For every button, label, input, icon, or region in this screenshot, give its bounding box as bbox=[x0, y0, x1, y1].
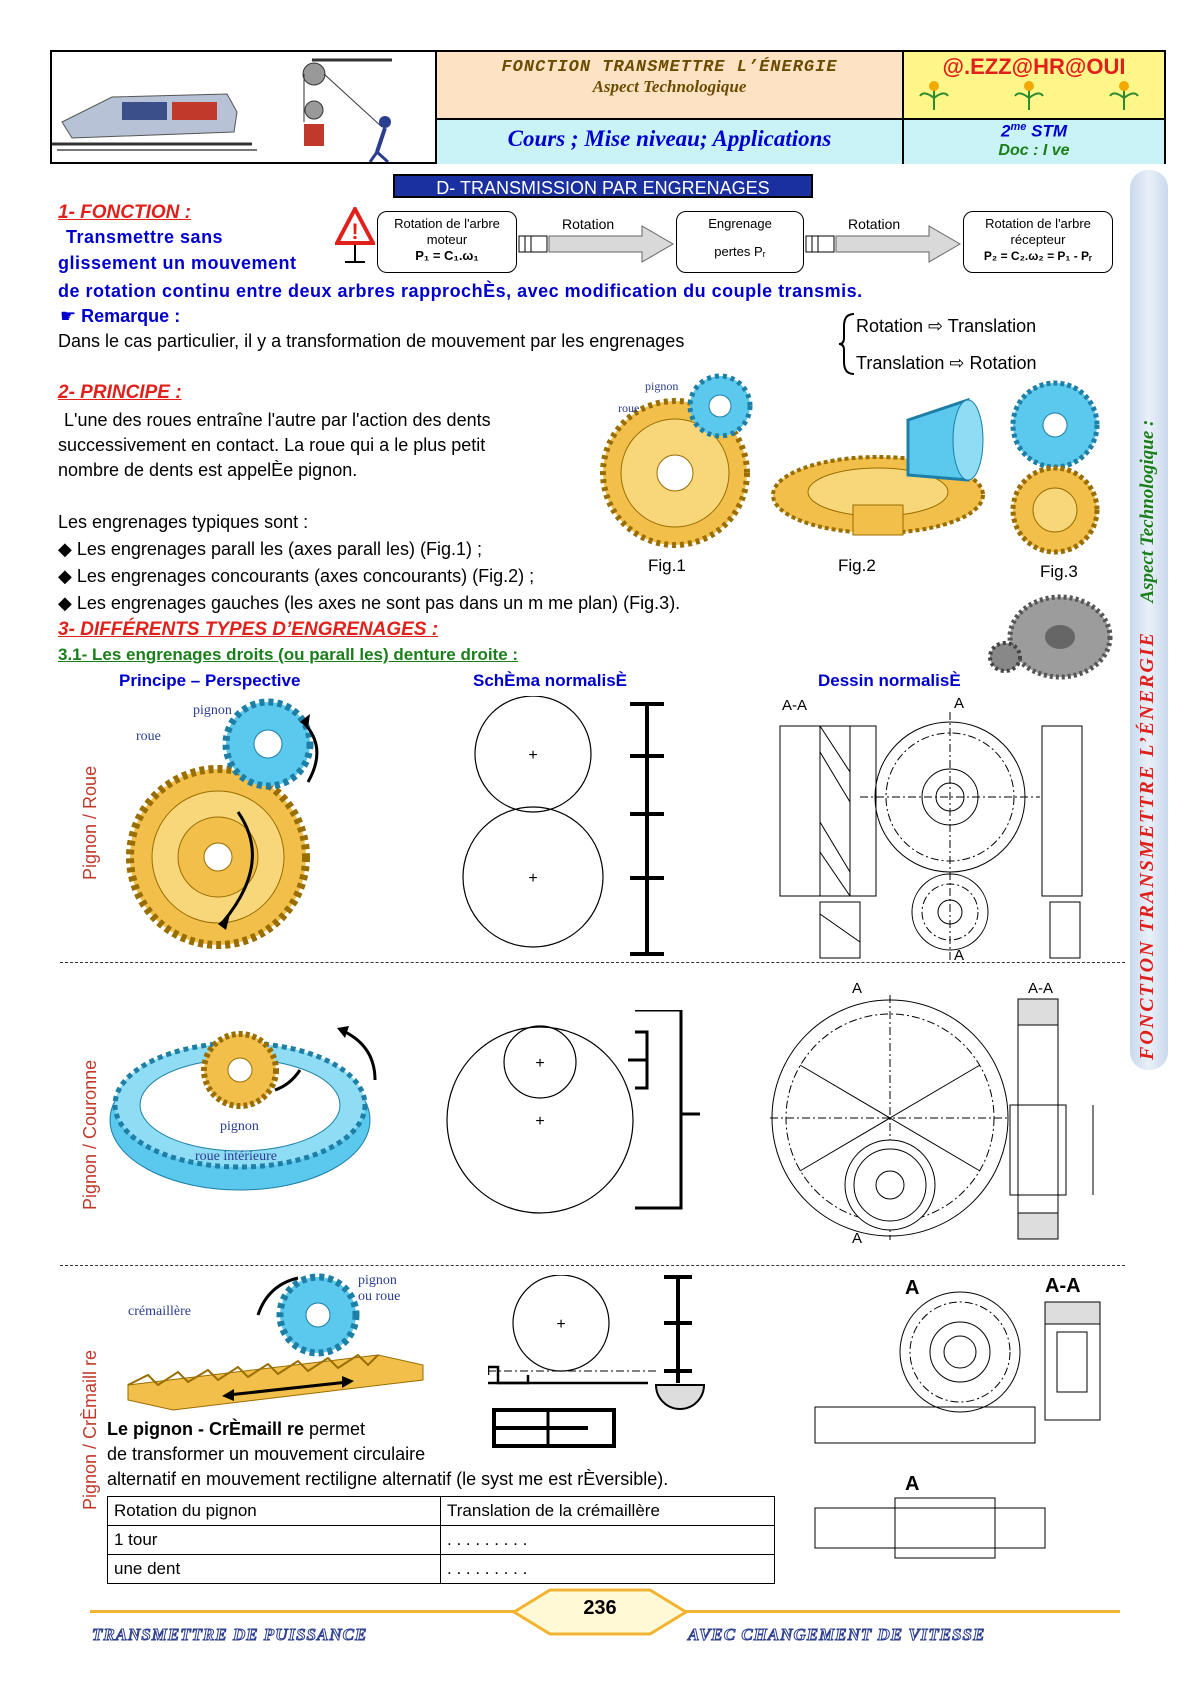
rotation-translation-table bbox=[107, 1496, 775, 1584]
s1-text-line1: Transmettre sans bbox=[66, 227, 224, 247]
s2-p3: nombre de dents est appelÈe pignon. bbox=[58, 460, 358, 480]
table-head-rotation: Rotation du pignon bbox=[108, 1497, 441, 1526]
fig1-pignon-label: pignon bbox=[645, 379, 679, 393]
header-title-line2: Aspect Technologique bbox=[592, 77, 747, 96]
level-suffix: STM bbox=[1031, 121, 1067, 141]
fig2-label: Fig.2 bbox=[838, 556, 876, 575]
row3-pignon-label-1: pignon bbox=[358, 1273, 397, 1288]
flow-box-gear-l1: Engrenage bbox=[708, 216, 772, 231]
footer-right-text: AVEC CHANGEMENT DE VITESSE bbox=[688, 1625, 986, 1644]
col-head-perspective: Principe – Perspective bbox=[119, 671, 301, 690]
row-divider-2 bbox=[60, 1265, 1125, 1266]
row2-pignon-label: pignon bbox=[220, 1119, 259, 1134]
row3-dessin bbox=[805, 1272, 1115, 1572]
brace-line-1: Rotation ⇨ Translation bbox=[856, 316, 1037, 336]
row1-sec-a-top: A bbox=[954, 695, 965, 712]
s2-p1: L'une des roues entraîne l'autre par l'action des dents bbox=[64, 410, 491, 430]
table-cell-1-tour-answer[interactable]: . . . . . . . . . bbox=[441, 1526, 775, 1555]
s2-bullet-2-text: Les engrenages concourants (axes concourants) (Fig.2) ; bbox=[76, 566, 535, 586]
s3-title: 3- DIFFÉRENTS TYPES D’ENGRENAGES : bbox=[58, 619, 439, 640]
s1-text-line3: de rotation continu entre deux arbres rapprochÈs, avec modification du couple transmis. bbox=[58, 281, 863, 301]
side-banner-text bbox=[1136, 180, 1166, 1060]
s2-bullet-3: ◆ Les engrenages gauches (les axes ne sont pas dans un m me plan) (Fig.3). bbox=[58, 593, 681, 613]
row2-sec-a-bot: A bbox=[852, 1230, 863, 1247]
row3-cremaillere-label: crémaillère bbox=[128, 1304, 191, 1319]
row2-roue-int-label: roue intérieure bbox=[195, 1149, 278, 1164]
s2-bullet-3-text: Les engrenages gauches (les axes ne sont pas dans un m me plan) (Fig.3). bbox=[76, 593, 681, 613]
fig3-skew-gears-illustration bbox=[1000, 375, 1110, 555]
flow-box-receiver-l3: P₂ = C₂.ω₂ = P₁ - Pᵣ bbox=[983, 249, 1093, 263]
svg-text:+: + bbox=[528, 747, 538, 764]
flower-icons bbox=[904, 80, 1164, 112]
section-title: D- TRANSMISSION PAR ENGRENAGES bbox=[393, 174, 813, 198]
flow-box-motor-l3: P₁ = C₁.ω₁ bbox=[415, 248, 479, 263]
flow-box-motor-l2: moteur bbox=[426, 232, 468, 247]
row-label-pignon-couronne: Pignon / Couronne bbox=[80, 1059, 100, 1210]
row2-perspective-internal-gear bbox=[105, 1010, 385, 1200]
pointer-icon: ☛ bbox=[60, 306, 77, 326]
flow-box-receiver-l1: Rotation de l'arbre bbox=[985, 216, 1091, 231]
s1-title: 1- FONCTION : bbox=[58, 202, 191, 223]
row1-sec-a-bot: A bbox=[954, 947, 965, 962]
table-cell-1-tour: 1 tour bbox=[108, 1526, 441, 1555]
side-banner-upper: Aspect Technologique : bbox=[1137, 419, 1158, 603]
footer-page-number: 236 bbox=[583, 1597, 617, 1619]
row3-pignon-label-2: ou roue bbox=[358, 1289, 401, 1304]
fig1-roue-label: roue bbox=[618, 401, 640, 415]
table-cell-une-dent-answer[interactable]: . . . . . . . . . bbox=[441, 1555, 775, 1584]
footer-left-text: TRANSMETTRE DE PUISSANCE bbox=[92, 1625, 368, 1644]
fig3-label: Fig.3 bbox=[1040, 562, 1078, 581]
col-head-schema: SchÈma normalisÈ bbox=[473, 671, 628, 690]
row3-sec-a-top: A bbox=[905, 1277, 920, 1299]
row1-dessin bbox=[770, 692, 1100, 962]
header-level-cell bbox=[904, 118, 1164, 164]
row-label-pignon-cremaillere: Pignon / CrÈmaill re bbox=[80, 1349, 100, 1510]
s1-text-line2: glissement un mouvement bbox=[58, 253, 297, 273]
row1-pignon-label: pignon bbox=[193, 703, 232, 718]
row3-sec-aa: A-A bbox=[1045, 1275, 1081, 1297]
remark-text: Dans le cas particulier, il y a transformation de mouvement par les engrenages bbox=[58, 331, 685, 351]
flow-box-gear bbox=[676, 211, 804, 273]
table-row bbox=[108, 1497, 775, 1526]
row2-sec-aa: A-A bbox=[1028, 980, 1054, 997]
svg-text:+: + bbox=[556, 1316, 566, 1333]
row3-sec-a-bot: A bbox=[905, 1473, 920, 1495]
fig1-spur-gears-illustration bbox=[600, 368, 770, 553]
header-title-line1: FONCTION TRANSMETTRE L’ÉNERGIE bbox=[501, 58, 838, 77]
table-cell-une-dent: une dent bbox=[108, 1555, 441, 1584]
flow-box-motor-l1: Rotation de l'arbre bbox=[394, 216, 500, 231]
s2-bullet-1: ◆ Les engrenages parall les (axes parall les) (Fig.1) ; bbox=[58, 539, 483, 559]
row1-sec-aa: A-A bbox=[782, 697, 808, 714]
s2-bullet-1-text: Les engrenages parall les (axes parall les) (Fig.1) ; bbox=[76, 539, 483, 559]
crem-line1 bbox=[107, 1417, 365, 1442]
brace-icon bbox=[838, 312, 858, 376]
svg-text:+: + bbox=[535, 1113, 545, 1130]
crem-bold: Le pignon - CrÈmaill re bbox=[107, 1419, 305, 1439]
table-row bbox=[108, 1526, 775, 1555]
train-and-pulley-icon bbox=[52, 52, 432, 162]
level-sup: me bbox=[1010, 121, 1027, 133]
table-head-translation: Translation de la crémaillère bbox=[441, 1497, 775, 1526]
level-number: 2 bbox=[1001, 121, 1011, 141]
fig1-label: Fig.1 bbox=[648, 556, 686, 575]
header-title-cell bbox=[437, 52, 902, 118]
row3-schema bbox=[488, 1275, 728, 1455]
gray-gear-illustration bbox=[985, 592, 1115, 682]
level-line bbox=[904, 120, 1164, 142]
brace-line-2: Translation ⇨ Rotation bbox=[856, 353, 1037, 373]
header-subtitle: Cours ; Mise niveau; Applications bbox=[507, 126, 832, 151]
crem-line2: de transformer un mouvement circulaire bbox=[107, 1444, 426, 1464]
flow-box-receiver-l2: récepteur bbox=[1010, 232, 1066, 247]
row1-perspective-gears bbox=[118, 692, 348, 952]
row2-schema bbox=[445, 1010, 705, 1250]
flow-arrow-1-label: Rotation bbox=[562, 216, 615, 232]
flow-box-receiver bbox=[963, 211, 1113, 273]
row-label-pignon-roue: Pignon / Roue bbox=[80, 765, 100, 880]
side-banner-lower: FONCTION TRANSMETTRE L’ÉNERGIE bbox=[1136, 631, 1158, 1060]
s2-title: 2- PRINCIPE : bbox=[58, 382, 182, 403]
header-brand-cell bbox=[904, 52, 1164, 118]
header-illustration bbox=[52, 52, 432, 162]
row3-perspective-rack bbox=[118, 1270, 428, 1420]
s2-bullet-2: ◆ Les engrenages concourants (axes concourants) (Fig.2) ; bbox=[58, 566, 535, 586]
svg-text:+: + bbox=[528, 870, 538, 887]
s2-p2: successivement en contact. La roue qui a le plus petit bbox=[58, 435, 486, 455]
flow-arrow-2-label: Rotation bbox=[848, 216, 901, 232]
row2-dessin bbox=[760, 975, 1120, 1255]
flow-box-motor bbox=[377, 211, 517, 273]
remark-title bbox=[60, 306, 180, 327]
s3-subtitle: 3.1- Les engrenages droits (ou parall les) denture droite : bbox=[58, 645, 519, 664]
svg-text:!: ! bbox=[351, 219, 359, 244]
col-head-dessin: Dessin normalisÈ bbox=[818, 671, 961, 690]
remark-title-text: Remarque : bbox=[81, 306, 181, 326]
crem-line3: alternatif en mouvement rectiligne alternatif (le syst me est rÈversible). bbox=[107, 1469, 669, 1489]
flow-box-gear-l2: pertes Pᵣ bbox=[714, 244, 766, 259]
row2-sec-a-top: A bbox=[852, 980, 863, 997]
table-row bbox=[108, 1555, 775, 1584]
s2-typ: Les engrenages typiques sont : bbox=[58, 512, 309, 532]
header-subtitle-cell bbox=[437, 118, 902, 164]
doc-line: Doc : I ve bbox=[998, 141, 1070, 159]
svg-text:+: + bbox=[535, 1055, 545, 1072]
row1-roue-label: roue bbox=[136, 729, 161, 744]
fig2-bevel-gears-illustration bbox=[768, 380, 998, 550]
crem-t1: permet bbox=[304, 1419, 366, 1439]
brand-text: @.EZZ@HR@OUI bbox=[942, 54, 1126, 79]
warning-icon bbox=[335, 207, 375, 267]
row-divider-1 bbox=[60, 962, 1125, 963]
row1-schema bbox=[450, 696, 710, 966]
